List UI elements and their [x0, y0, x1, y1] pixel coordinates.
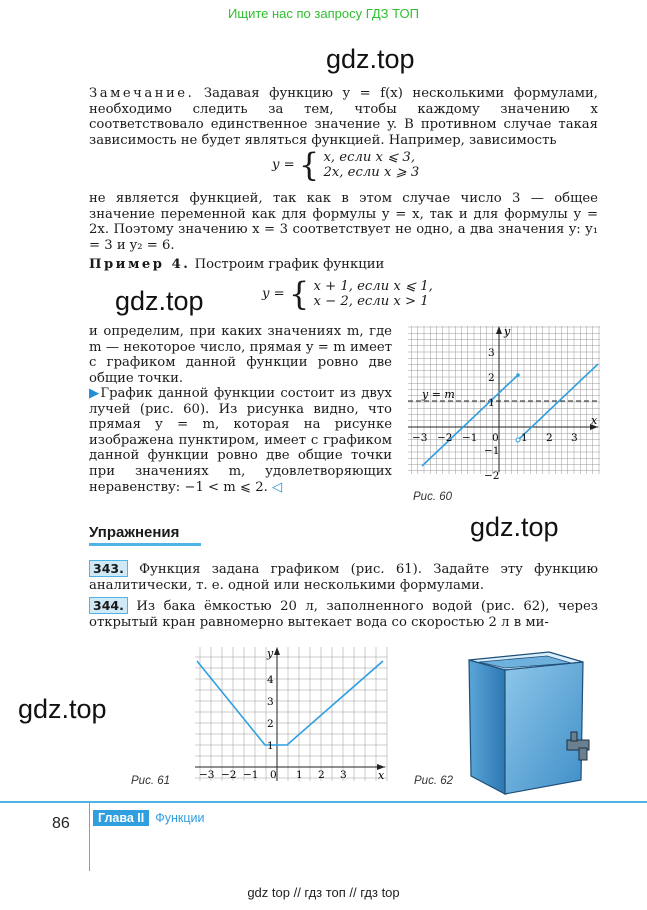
fig60-x-tick-label: 2	[546, 432, 553, 444]
fig61-y-tick-label: 1	[267, 740, 274, 752]
example-formula-lhs: y =	[262, 286, 285, 302]
exercise-number: 343.	[89, 560, 128, 577]
fig61-x-tick-label: 3	[340, 769, 347, 781]
tank-front	[505, 662, 583, 794]
solution-text: График данной функции состоит из двух лучей (рис. 60). Из рисунка видно, что прямая y = m, которая на рисунке изображена пунктиром, имеет с графиком данной функции ровно две общие точки при значениях m, удовлетворяющих неравенству: −1 < m ⩽ 2.	[89, 386, 392, 495]
fig60-y-tick-label: −2	[484, 470, 500, 482]
fig61-function-line	[197, 661, 383, 745]
fig61-x-tick-label: 1	[296, 769, 303, 781]
fig60-x-ticks	[412, 432, 578, 444]
remark-paragraph	[89, 86, 598, 148]
exercise-343	[89, 561, 598, 593]
brace-symbol: {	[298, 146, 320, 184]
footer-vertical-line	[89, 801, 90, 871]
faucet-spout	[579, 748, 587, 760]
fig61-x-tick-label: 0	[270, 769, 277, 781]
fig60-y-tick-label: 3	[488, 347, 495, 359]
fig61-y-label: y	[267, 647, 274, 660]
example-formula	[262, 275, 433, 313]
fig60-y-tick-label: 1	[488, 397, 495, 409]
exercises-title: Упражнения	[89, 524, 180, 541]
remark-formula	[272, 146, 420, 184]
fig61-y-arrow-icon	[274, 647, 280, 655]
fig61-y-tick-label: 2	[267, 718, 274, 730]
tank-side	[469, 660, 505, 794]
remark-cases	[323, 150, 419, 180]
fig60-line-label: y = m	[422, 388, 455, 401]
chapter-name: Функции	[155, 811, 205, 825]
fig61-x-tick-label: 2	[318, 769, 325, 781]
fig60-x-tick-label: 3	[571, 432, 578, 444]
exercise-344	[89, 598, 598, 630]
remark-formula-lhs: y =	[272, 157, 295, 173]
figure-61-graph	[195, 647, 387, 781]
fig61-x-tick-label: −3	[199, 769, 215, 781]
exercise-number: 344.	[89, 597, 128, 614]
example-heading: Пример 4.	[89, 257, 191, 272]
example-cases	[313, 279, 432, 309]
watermark: gdz.top	[470, 512, 559, 542]
example-heading-line	[89, 257, 598, 273]
fig60-x-tick-label: 0	[492, 432, 499, 444]
remark-case-2: 2x, если x ⩾ 3	[323, 165, 420, 180]
remark-text: Задавая функцию y = f(x) несколькими формулами, необходимо следить за тем, чтобы каждому значению x соответствовало единственное значение y. В противном случае такая зависимость не будет являться функцией. Например, зависимость	[89, 86, 598, 148]
figure-61-caption: Рис. 61	[131, 775, 170, 787]
watermark: gdz.top	[18, 694, 107, 724]
fig60-y-tick-label: 2	[488, 372, 495, 384]
fig60-x-tick-label: −2	[437, 432, 453, 444]
fig61-x-tick-label: −2	[221, 769, 237, 781]
fig60-point-closed	[516, 373, 520, 377]
figure-62-caption: Рис. 62	[414, 775, 453, 787]
solution-arrow-icon: ▶	[89, 386, 101, 401]
chapter-footer	[93, 811, 205, 825]
exercise-text: Из бака ёмкостью 20 л, заполненного водой (рис. 62), через открытый кран равномерно вытекает вода со скоростью 2 л в ми-	[89, 599, 598, 630]
remark-paragraph-2: не является функцией, так как в этом случае число 3 — общее значение переменной как для формулы y = x, так и для формулы y = 2x. Поэтому значению x = 3 соответствует не одно, а два значения y: y₁ = 3 и y₂ = 6.	[89, 191, 598, 253]
fig61-x-ticks	[199, 769, 347, 781]
brace-symbol: {	[288, 275, 310, 313]
figure-60-graph	[408, 325, 600, 482]
top-banner[interactable]: Ищите нас по запросу ГДЗ ТОП	[228, 6, 419, 21]
fig61-y-tick-label: 4	[267, 674, 274, 686]
fig60-x-tick-label: 1	[521, 432, 528, 444]
fig60-x-tick-label: −1	[462, 432, 478, 444]
remark-case-1: x, если x ⩽ 3,	[323, 150, 416, 165]
chapter-badge: Глава II	[93, 810, 149, 826]
bottom-banner[interactable]: gdz top // гдз топ // гдз top	[247, 885, 400, 900]
fig61-grid	[195, 647, 387, 781]
example-text: и определим, при каких значениях m, где m — некоторое число, прямая y = m имеет с графиком данной функции ровно две общие точки.	[89, 324, 392, 386]
remark-heading: Замечание.	[89, 86, 195, 101]
figure-60-caption: Рис. 60	[413, 491, 452, 503]
fig61-x-tick-label: −1	[243, 769, 259, 781]
fig60-point-open	[516, 438, 520, 442]
footer-line	[0, 801, 647, 803]
fig60-x-tick-label: −3	[412, 432, 428, 444]
faucet-handle	[571, 732, 577, 741]
fig61-y-tick-label: 3	[267, 696, 274, 708]
example-case-2: x − 2, если x > 1	[313, 294, 429, 309]
page-number: 86	[52, 815, 70, 832]
fig61-x-label: x	[378, 769, 385, 782]
fig60-y-tick-label: −1	[484, 445, 500, 457]
example-case-1: x + 1, если x ⩽ 1,	[313, 279, 433, 294]
solution-end-icon: ◁	[272, 479, 283, 495]
watermark: gdz.top	[326, 44, 415, 74]
fig60-x-label: x	[591, 414, 598, 427]
watermark: gdz.top	[115, 286, 204, 316]
exercises-underline	[89, 543, 201, 546]
example-solution	[89, 386, 392, 495]
fig61-y-ticks	[267, 674, 274, 752]
figure-62-tank-illustration	[455, 648, 605, 798]
exercise-text: Функция задана графиком (рис. 61). Задайте эту функцию аналитически, т. е. одной или несколькими формулами.	[89, 562, 598, 593]
example-intro: Построим график функции	[194, 257, 385, 272]
fig60-y-label: y	[504, 325, 511, 338]
